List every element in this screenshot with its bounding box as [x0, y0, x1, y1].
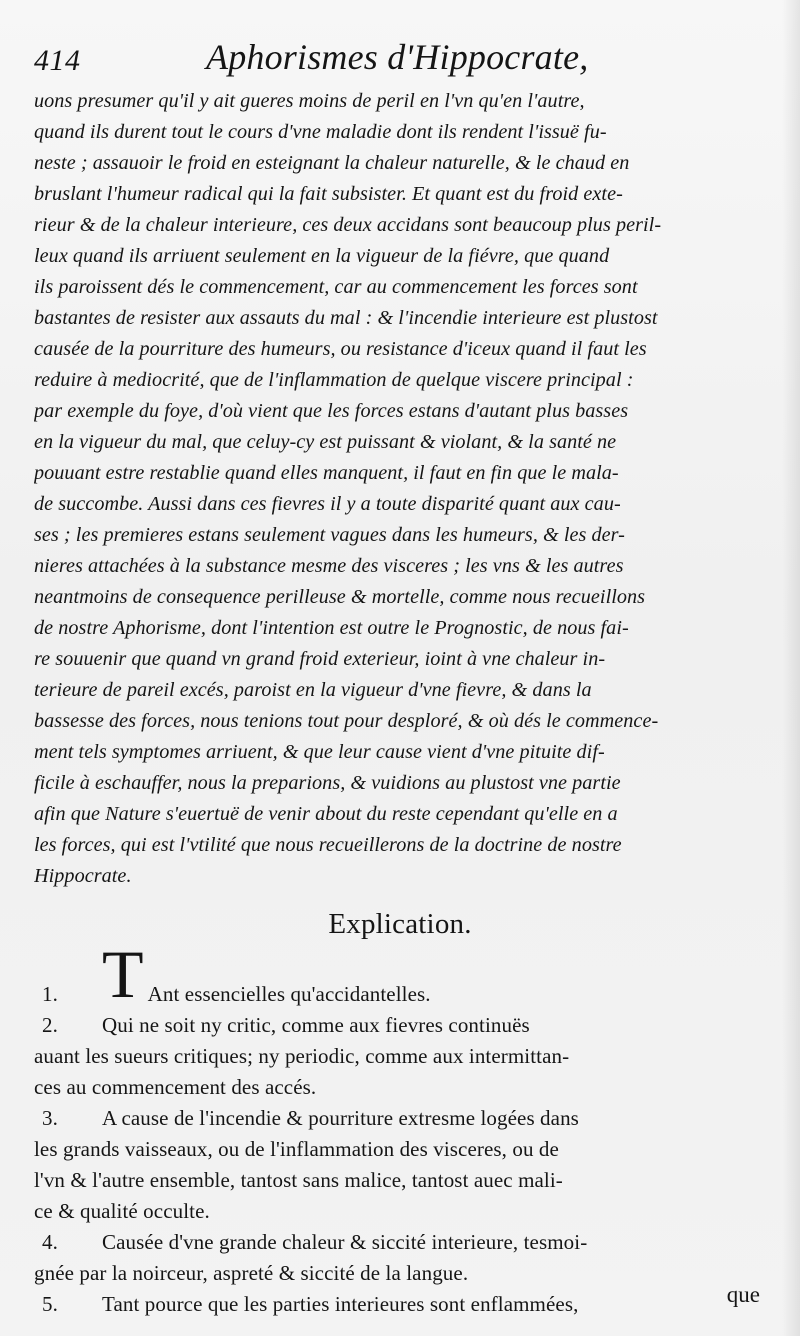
entry-2-first-line	[34, 1010, 766, 1041]
running-title: Aphorismes d'Hippocrate,	[206, 37, 589, 77]
entry-text: Tant pource que les parties interieures sont enflammées,	[102, 1292, 579, 1316]
text-line-13: pouuant estre restablie quand elles manquent, il faut en fin que le mala-	[34, 462, 619, 484]
entry-number: 3.	[42, 1106, 58, 1130]
page-header	[34, 36, 766, 84]
text-line-26: Hippocrate.	[34, 865, 132, 887]
section-title: Explication.	[328, 908, 472, 940]
explication-entry-4	[34, 1227, 766, 1289]
entry-text: Ant essencielles qu'accidantelles.	[147, 982, 431, 1006]
explication-entry-3	[34, 1103, 766, 1227]
entry-number: 5.	[42, 1292, 58, 1316]
text-line-12: en la vigueur du mal, que celuy-cy est puissant & violant, & la santé ne	[34, 431, 617, 453]
catchword: que	[726, 1282, 760, 1307]
italic-paragraph	[34, 86, 766, 892]
entry-1-first-line	[34, 936, 766, 1012]
text-line-4: bruslant l'humeur radical qui la fait subsister. Et quant est du froid exte-	[34, 183, 623, 205]
explication-entry-2	[34, 1010, 766, 1103]
text-line-15: ses ; les premieres estans seulement vagues dans les humeurs, & les der-	[34, 524, 625, 546]
entry-continuation-line: ces au commencement des accés.	[34, 1075, 317, 1099]
text-line-21: bassesse des forces, nous tenions tout pour desploré, & où dés le commence-	[34, 710, 659, 732]
entry-number: 1.	[42, 982, 58, 1006]
text-line-25: les forces, qui est l'vtilité que nous recueillerons de la doctrine de nostre	[34, 834, 622, 856]
entry-continuation-line: auant les sueurs critiques; ny periodic, comme aux intermittan-	[34, 1044, 570, 1068]
entry-text: A cause de l'incendie & pourriture extresme logées dans	[102, 1106, 579, 1130]
explication-entry-5	[34, 1289, 766, 1320]
text-line-24: afin que Nature s'euertuë de venir about du reste cependant qu'elle en a	[34, 803, 618, 825]
text-line-2: quand ils durent tout le cours d'vne maladie dont ils rendent l'issuë fu-	[34, 121, 607, 143]
entry-continuation-line: les grands vaisseaux, ou de l'inflammation des visceres, ou de	[34, 1137, 559, 1161]
page-number: 414	[34, 44, 81, 77]
text-line-6: leux quand ils arriuent seulement en la vigueur de la fiévre, que quand	[34, 245, 610, 267]
text-line-16: nieres attachées à la substance mesme des visceres ; les vns & les autres	[34, 555, 624, 577]
text-line-1: uons presumer qu'il y ait gueres moins de peril en l'vn qu'en l'autre,	[34, 90, 585, 112]
text-line-10: reduire à mediocrité, que de l'inflammation de quelque viscere principal :	[34, 369, 634, 391]
text-line-17: neantmoins de consequence perilleuse & mortelle, comme nous recueillons	[34, 586, 646, 608]
text-line-19: re souuenir que quand vn grand froid exterieur, ioint à vne chaleur in-	[34, 648, 606, 670]
text-line-7: ils paroissent dés le commencement, car au commencement les forces sont	[34, 276, 638, 298]
entry-number: 4.	[42, 1230, 58, 1254]
text-line-20: terieure de pareil excés, paroist en la vigueur d'vne fievre, & dans la	[34, 679, 592, 701]
text-line-14: de succombe. Aussi dans ces fievres il y a toute disparité quant aux cau-	[34, 493, 621, 515]
page-gutter-shadow	[782, 0, 800, 1336]
entry-5-first-line	[34, 1289, 766, 1320]
text-line-8: bastantes de resister aux assauts du mal : & l'incendie interieure est plustost	[34, 307, 658, 329]
explication-entry-1	[34, 936, 766, 1012]
text-line-23: ficile à eschauffer, nous la preparions, & vuidions au plustost vne partie	[34, 772, 621, 794]
entry-3-first-line	[34, 1103, 766, 1134]
text-line-11: par exemple du foye, d'où vient que les forces estans d'autant plus basses	[34, 400, 629, 422]
drop-cap-letter: T	[102, 936, 144, 1012]
entry-text: Causée d'vne grande chaleur & siccité interieure, tesmoi-	[102, 1230, 588, 1254]
text-line-5: rieur & de la chaleur interieure, ces deux accidans sont beaucoup plus peril-	[34, 214, 662, 236]
explication-list	[34, 936, 766, 1320]
entry-continuation-line: l'vn & l'autre ensemble, tantost sans malice, tantost auec mali-	[34, 1168, 563, 1192]
entry-continuation-line: gnée par la noirceur, aspreté & siccité de la langue.	[34, 1261, 469, 1285]
text-line-9: causée de la pourriture des humeurs, ou resistance d'iceux quand il faut les	[34, 338, 647, 360]
entry-4-first-line	[34, 1227, 766, 1258]
entry-continuation-line: ce & qualité occulte.	[34, 1199, 210, 1223]
text-line-3: neste ; assauoir le froid en esteignant la chaleur naturelle, & le chaud en	[34, 152, 630, 174]
entry-text: Qui ne soit ny critic, comme aux fievres continuës	[102, 1013, 530, 1037]
text-line-18: de nostre Aphorisme, dont l'intention est outre le Prognostic, de nous fai-	[34, 617, 629, 639]
text-line-22: ment tels symptomes arriuent, & que leur cause vient d'vne pituite dif-	[34, 741, 605, 763]
entry-number: 2.	[42, 1013, 58, 1037]
